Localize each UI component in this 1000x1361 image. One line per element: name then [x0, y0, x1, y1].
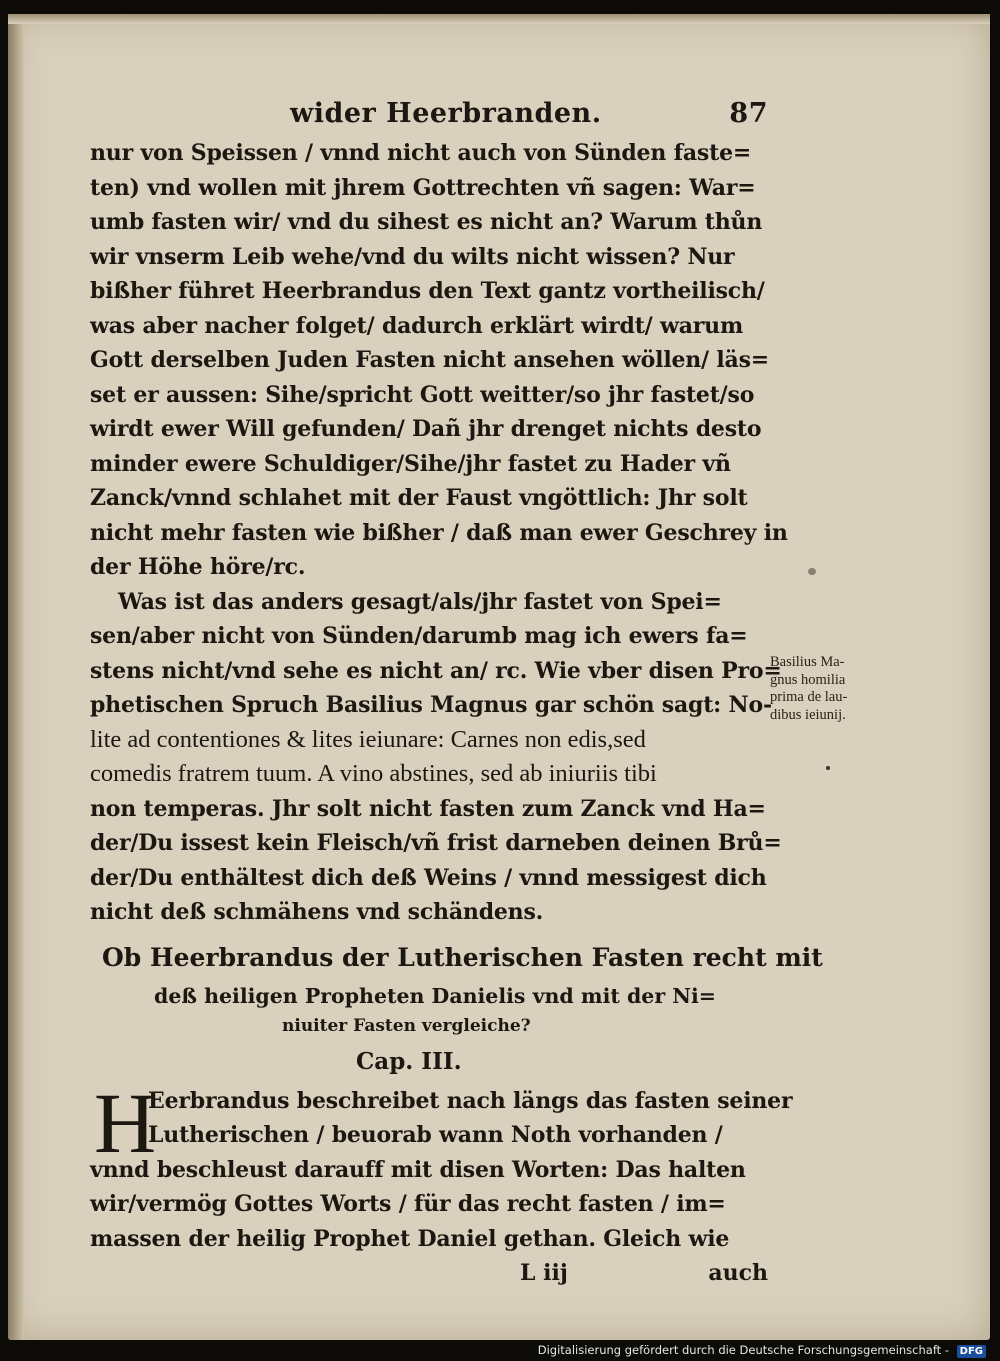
- chapter-heading-line-2: deß heiligen Propheten Danielis vnd mit der Ni=: [154, 983, 716, 1008]
- text-line: nicht mehr fasten wie bißher / daß man ewer Geschrey in: [90, 519, 788, 546]
- paragraph-3: [90, 1074, 793, 1257]
- marginal-note-line: Basilius Ma-: [770, 654, 845, 670]
- digitization-footer: [538, 1342, 986, 1358]
- paper-speck: [826, 766, 830, 770]
- text-line: stens nicht/vnd sehe es nicht an/ rc. Wie vber disen Pro=: [90, 657, 782, 684]
- catchword: auch: [708, 1260, 768, 1286]
- chapter-number: Cap. III.: [356, 1047, 462, 1075]
- page-number: 87: [729, 98, 768, 129]
- text-line: Was ist das anders gesagt/als/jhr fastet von Spei=: [118, 588, 722, 615]
- paragraph-2: [90, 585, 782, 930]
- marginal-note-line: gnus homilia: [770, 671, 846, 688]
- latin-line: lite ad contentiones & lites ieiunare: Carnes non edis,sed: [90, 725, 646, 753]
- text-line: Lutherischen / beuorab wann Noth vorhanden /: [148, 1122, 723, 1148]
- chapter-heading: [90, 936, 823, 1084]
- chapter-heading-line-1: Ob Heerbrandus der Lutherischen Fasten recht mit: [102, 942, 823, 972]
- page-edge-shadow: [8, 14, 24, 1340]
- text-line: nur von Speissen / vnnd nicht auch von Sünden faste=: [90, 140, 752, 166]
- text-line: phetischen Spruch Basilius Magnus gar schön sagt: No-: [90, 692, 772, 718]
- text-line: vnnd beschleust darauff mit disen Worten: Das halten: [90, 1156, 746, 1183]
- dfg-logo: DFG: [957, 1345, 986, 1358]
- paragraph-1: [90, 136, 788, 585]
- text-line: nicht deß schmähens vnd schändens.: [90, 899, 544, 925]
- signature-line: [90, 1256, 768, 1290]
- text-line: wirdt ewer Will gefunden/ Dañ jhr drenget nichts desto: [90, 416, 762, 442]
- drop-cap: H: [94, 1074, 157, 1171]
- text-line: non temperas. Jhr solt nicht fasten zum Zanck vnd Ha=: [90, 795, 766, 822]
- running-header: [90, 92, 768, 136]
- text-line: ten) vnd wollen mit jhrem Gottrechten vñ sagen: War=: [90, 174, 756, 201]
- text-line: Zanck/vnnd schlahet mit der Faust vngöttlich: Jhr solt: [90, 485, 748, 511]
- book-page: [8, 14, 990, 1340]
- text-line: wir vnserm Leib wehe/vnd du wilts nicht wissen? Nur: [90, 243, 735, 270]
- latin-line: comedis fratrem tuum. A vino abstines, sed ab iniuriis tibi: [90, 760, 657, 787]
- text-line: sen/aber nicht von Sünden/darumb mag ich ewers fa=: [90, 623, 748, 649]
- text-line: der/Du issest kein Fleisch/vñ frist darneben deinen Brů=: [90, 830, 782, 856]
- footer-text: Digitalisierung gefördert durch die Deutsche Forschungsgemeinschaft -: [537, 1343, 949, 1357]
- signature-mark: L iij: [520, 1260, 568, 1286]
- text-line: umb fasten wir/ vnd du sihest es nicht an? Warum thůn: [90, 209, 763, 235]
- marginal-note: [770, 654, 890, 724]
- page-top-shadow: [8, 14, 990, 24]
- text-line: der/Du enthältest dich deß Weins / vnnd messigest dich: [90, 864, 767, 891]
- text-line: minder ewere Schuldiger/Sihe/jhr fastet zu Hader vñ: [90, 450, 731, 477]
- text-line: Gott derselben Juden Fasten nicht ansehen wöllen/ läs=: [90, 347, 769, 373]
- text-line: massen der heilig Prophet Daniel gethan. Gleich wie: [90, 1225, 730, 1252]
- text-line: was aber nacher folget/ dadurch erklärt wirdt/ warum: [90, 312, 744, 339]
- marginal-note-line: dibus ieiunij.: [770, 706, 846, 723]
- text-line: wir/vermög Gottes Worts / für das recht fasten / im=: [90, 1191, 726, 1217]
- text-line: set er aussen: Sihe/spricht Gott weitter/so jhr fastet/so: [90, 381, 755, 408]
- text-line: bißher führet Heerbrandus den Text gantz vortheilisch/: [90, 278, 765, 304]
- chapter-heading-line-3: niuiter Fasten vergleiche?: [282, 1015, 531, 1036]
- paper-speck: [808, 568, 816, 575]
- text-line: der Höhe höre/rc.: [90, 554, 306, 580]
- running-title: wider Heerbranden.: [290, 98, 602, 129]
- text-line: Eerbrandus beschreibet nach längs das fasten seiner: [148, 1087, 793, 1114]
- marginal-note-line: prima de lau-: [770, 689, 848, 705]
